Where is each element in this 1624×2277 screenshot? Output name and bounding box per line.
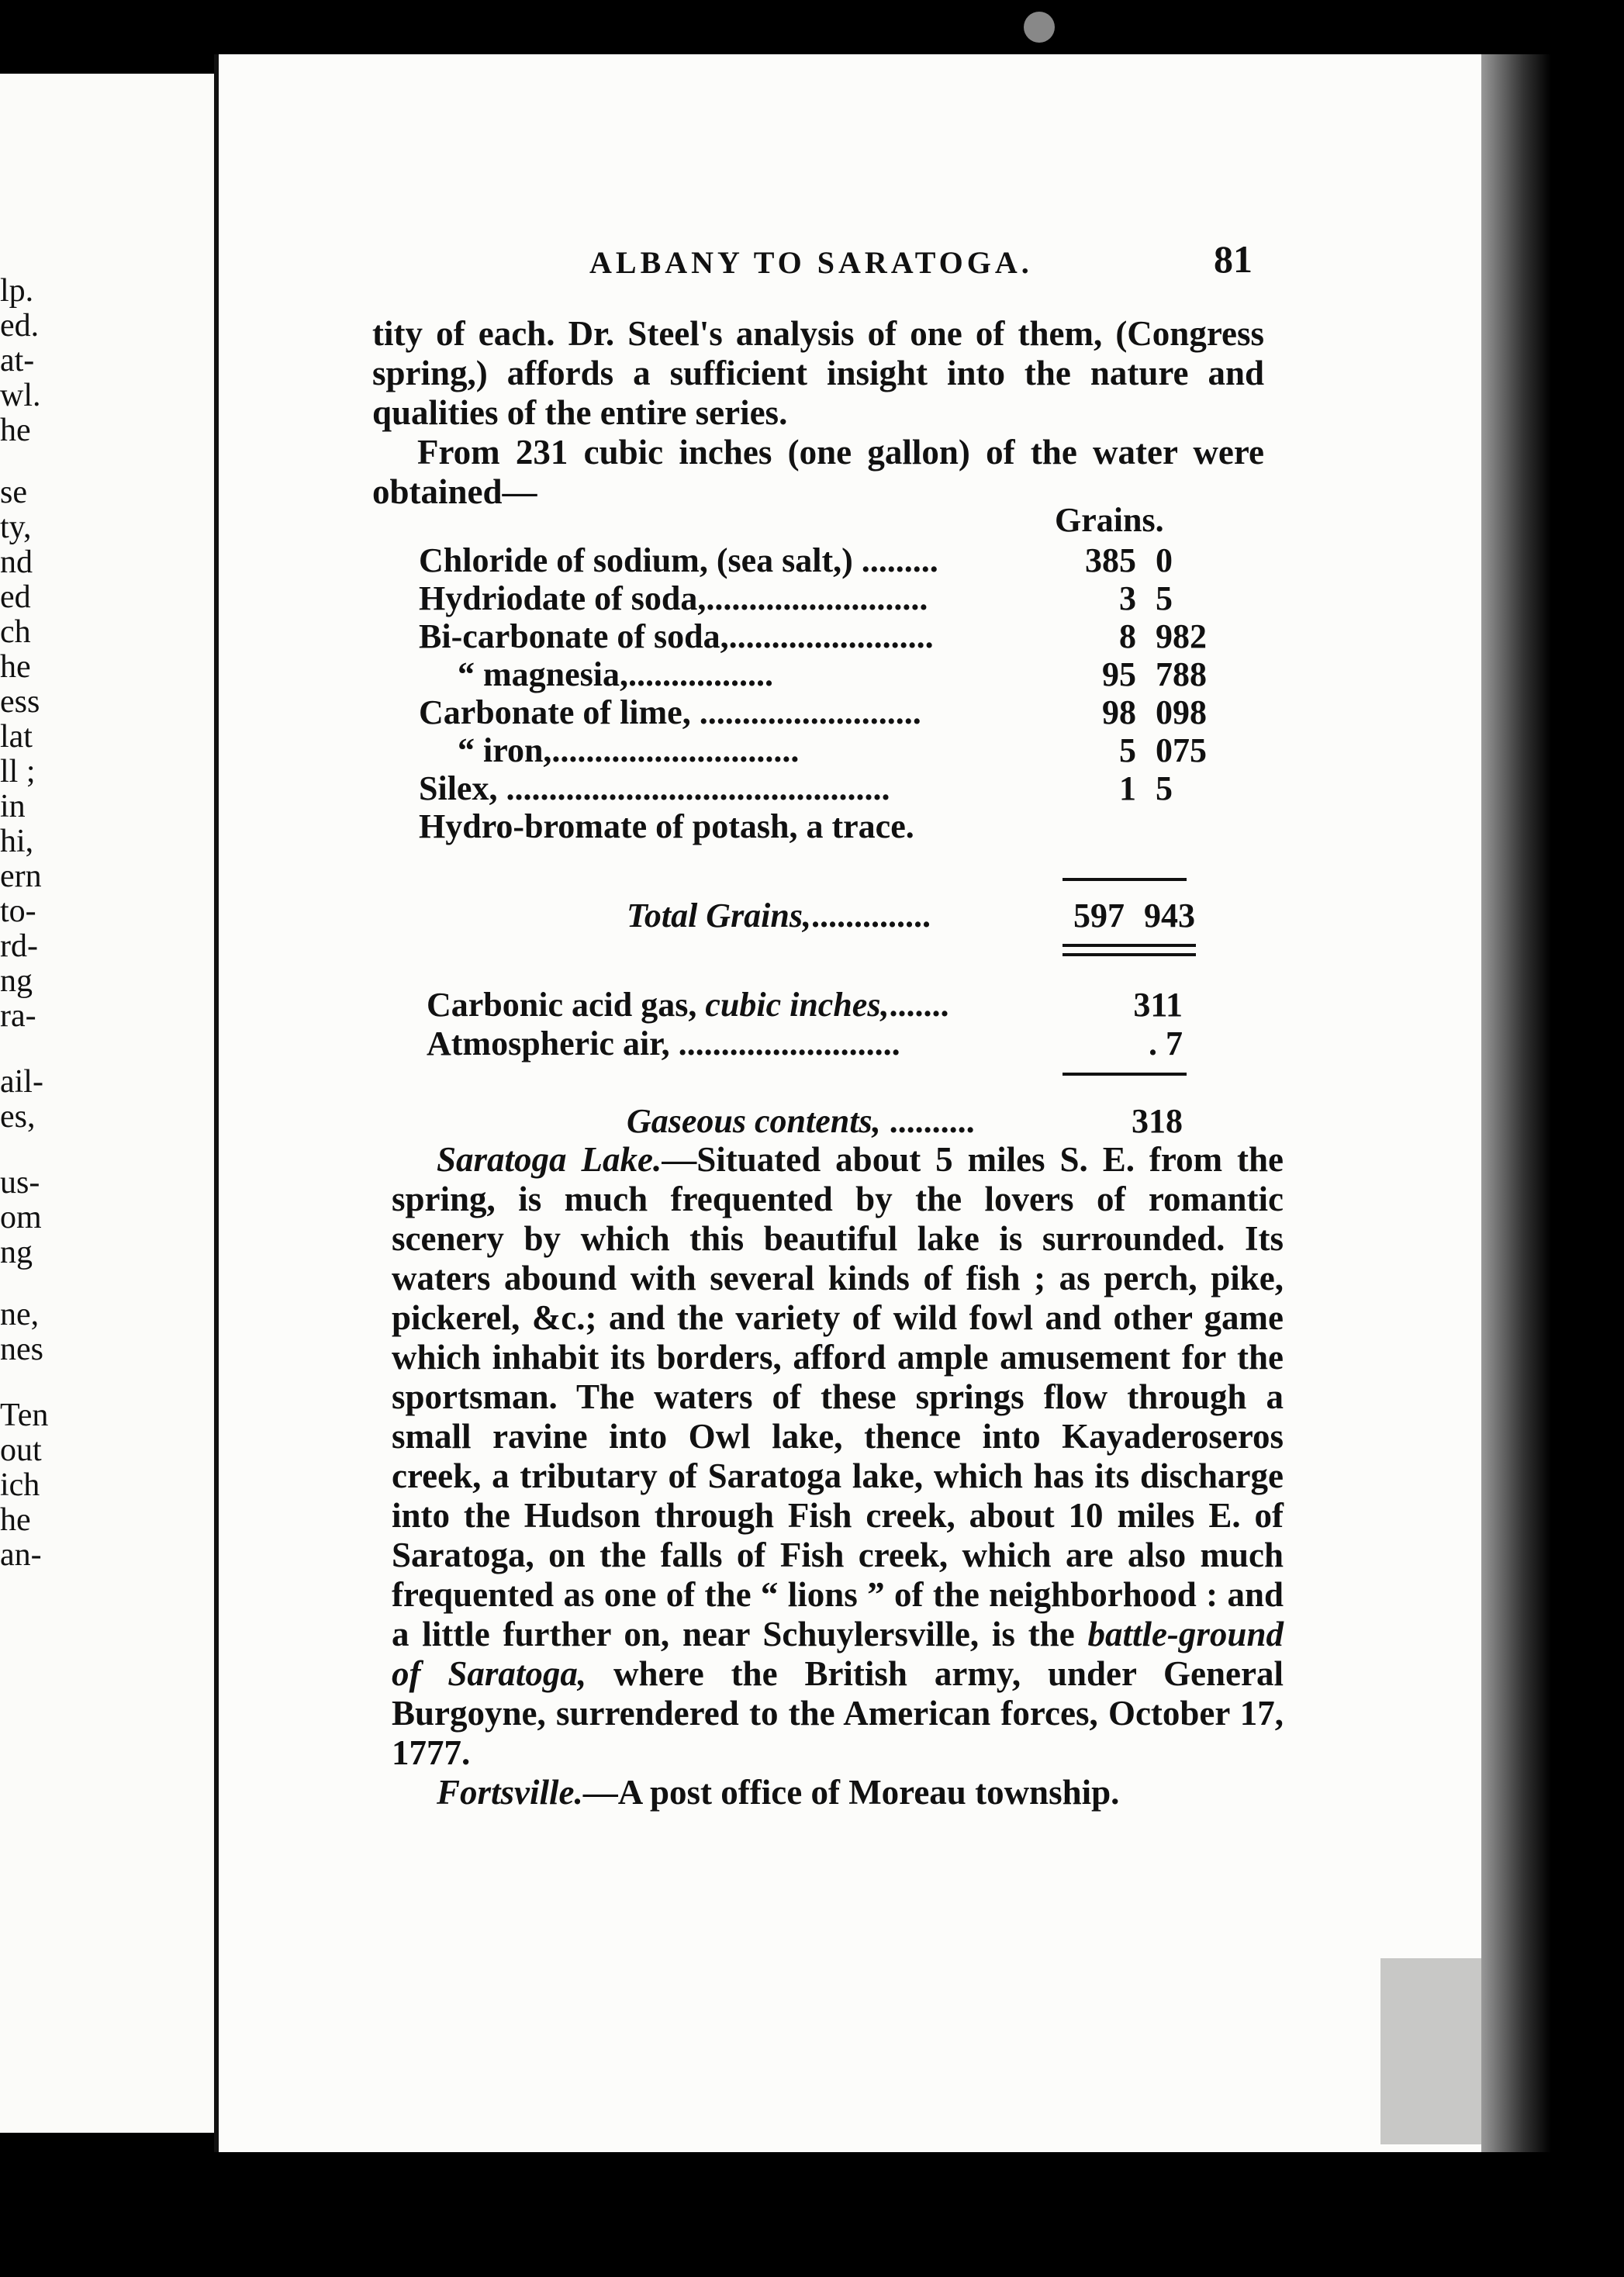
- gas-value: . 7: [1149, 1024, 1183, 1062]
- battle-ground-phrase: battle-ground of Saratoga,: [392, 1615, 1284, 1693]
- facing-page-fragment: ng: [0, 963, 33, 999]
- analysis-row-dec: 075: [1156, 731, 1207, 769]
- total-rule: [1063, 878, 1187, 881]
- intro-paragraph-2: From 231 cubic inches (one gallon) of the water were obtained—: [372, 433, 1264, 511]
- total-row: [419, 896, 1241, 935]
- analysis-row: [419, 807, 1241, 845]
- double-rule-bottom: [1063, 953, 1196, 956]
- analysis-row: [419, 769, 1241, 807]
- analysis-row-label: “ magnesia,.................: [458, 655, 773, 693]
- facing-page-fragment: ed: [0, 579, 31, 615]
- facing-page-fragment: nes: [0, 1332, 43, 1367]
- facing-page-fragment: he: [0, 413, 31, 448]
- scan-blot: [1024, 12, 1055, 43]
- gas-label-italic: cubic inches,: [705, 986, 890, 1024]
- facing-page-fragment: to-: [0, 893, 36, 929]
- gas-total-leader: ..........: [880, 1102, 975, 1140]
- facing-page-fragment: ch: [0, 614, 31, 650]
- saratoga-lake-text-end: where the British army, under General Burgoyne, surrendered to the American forces, October 17, 1777.: [392, 1654, 1284, 1772]
- facing-page-fragment: at-: [0, 343, 35, 378]
- total-leader: ..............: [811, 897, 931, 935]
- analysis-row-label: Chloride of sodium, (sea salt,) .........: [419, 541, 938, 579]
- analysis-row-label: Silex, .............................................: [419, 769, 890, 807]
- analysis-row-label: Hydriodate of soda,..........................: [419, 579, 928, 617]
- saratoga-lake-section: [392, 1140, 1284, 1812]
- analysis-row-int: 5: [1119, 731, 1136, 769]
- facing-page-fragment: lp.: [0, 273, 34, 309]
- analysis-row-int: 8: [1119, 617, 1136, 655]
- analysis-row-label: Bi-carbonate of soda,........................: [419, 617, 934, 655]
- analysis-row-int: 385: [1085, 541, 1136, 579]
- facing-page-fragment: nd: [0, 544, 33, 580]
- analysis-row-int: 3: [1119, 579, 1136, 617]
- facing-page-fragment: ll ;: [0, 754, 36, 790]
- running-title: ALBANY TO SARATOGA.: [589, 245, 1033, 280]
- double-rule-top: [1063, 944, 1196, 947]
- saratoga-lake-text: —Situated about 5 miles S. E. from the spring, is much frequented by the lovers of romantic scenery by which this beautiful lake is surrounded. Its waters abound with several kinds of fish ; as perch, pike, pickerel, &c.; and the variety of wild fowl and other game which inhabit its borders, afford ample amusement for the sportsman. The waters of these springs flow through a small ravine into Owl lake, thence into Kayaderoseros creek, a tributary of Saratoga lake, which has its discharge into the Hudson through Fish creek, about 10 miles E. of Saratoga, on the falls of Fish creek, which are also much frequented as one of the “ lions ” of the neighborhood : and a little further on, near Schuylersville, is the: [392, 1140, 1284, 1653]
- facing-page-fragment: ich: [0, 1467, 40, 1503]
- facing-page-fragment: in: [0, 789, 26, 824]
- analysis-row-label: Carbonate of lime, ..........................: [419, 693, 921, 731]
- grains-header: Grains.: [1055, 501, 1164, 539]
- facing-page-fragment: ess: [0, 684, 40, 720]
- total-int: 597: [1073, 897, 1125, 935]
- facing-page-fragment: us-: [0, 1165, 40, 1201]
- facing-page-fragment: ra-: [0, 998, 36, 1034]
- gas-total-rule: [1063, 1073, 1187, 1076]
- facing-page-fragment: ng: [0, 1235, 33, 1270]
- gas-leader: ..........................: [669, 1024, 900, 1062]
- saratoga-lake-paragraph: [392, 1140, 1284, 1773]
- facing-page-fragment: Ten: [0, 1398, 49, 1433]
- facing-page-fragment: he: [0, 1502, 31, 1538]
- total-dec: 943: [1144, 897, 1195, 935]
- gas-leader: .......: [889, 986, 949, 1024]
- analysis-row-label: “ iron,.............................: [458, 731, 800, 769]
- facing-page-fragment: ed.: [0, 308, 40, 344]
- analysis-row: [419, 731, 1241, 769]
- analysis-row-int: 95: [1102, 655, 1136, 693]
- gas-total-row: [419, 1101, 1241, 1140]
- gas-row: [419, 1024, 1241, 1062]
- intro-paragraph-1: tity of each. Dr. Steel's analysis of one of them, (Congress spring,) affords a sufficient insight into the nature and qualities of the entire series.: [372, 314, 1264, 432]
- facing-page-fragment: out: [0, 1432, 42, 1468]
- facing-page-fragment: ern: [0, 859, 42, 894]
- facing-page-fragment: se: [0, 475, 27, 510]
- analysis-row-dec: 788: [1156, 655, 1207, 693]
- page-number: 81: [1214, 237, 1253, 281]
- facing-page-text: [0, 74, 226, 2133]
- facing-page-fragment: ty,: [0, 510, 32, 545]
- facing-page-fragment: wl.: [0, 378, 41, 413]
- page-corner: [1380, 1958, 1481, 2144]
- fortsville-text: —A post office of Moreau township.: [582, 1773, 1120, 1812]
- analysis-row-dec: 982: [1156, 617, 1207, 655]
- analysis-row-dec: 0: [1156, 541, 1173, 579]
- gas-value: 311: [1133, 986, 1183, 1024]
- gas-label: Carbonic acid gas,: [427, 986, 706, 1024]
- gas-label: Atmospheric air,: [427, 1024, 670, 1062]
- analysis-row-int: 1: [1119, 769, 1136, 807]
- facing-page-fragment: rd-: [0, 928, 38, 964]
- analysis-row-label: Hydro-bromate of potash, a trace.: [419, 807, 914, 845]
- facing-page-fragment: om: [0, 1200, 42, 1235]
- analysis-row: [419, 579, 1241, 617]
- facing-page-fragment: lat: [0, 719, 33, 755]
- analysis-row-dec: 098: [1156, 693, 1207, 731]
- gas-row: [419, 985, 1241, 1024]
- total-label: Total Grains,: [627, 897, 812, 935]
- saratoga-lake-title: Saratoga Lake.: [437, 1140, 662, 1179]
- analysis-row: [419, 541, 1241, 579]
- facing-page-fragment: ne,: [0, 1297, 40, 1332]
- fortsville-title: Fortsville.: [437, 1773, 583, 1812]
- analysis-row-dec: 5: [1156, 579, 1173, 617]
- facing-page-fragment: an-: [0, 1537, 42, 1573]
- gas-total-value: 318: [1132, 1102, 1183, 1140]
- gas-total-label: Gaseous contents,: [627, 1102, 881, 1140]
- facing-page-fragment: ail-: [0, 1064, 43, 1100]
- facing-page-fragment: he: [0, 649, 31, 685]
- fortsville-paragraph: [392, 1773, 1284, 1812]
- analysis-row-dec: 5: [1156, 769, 1173, 807]
- analysis-row: [419, 693, 1241, 731]
- facing-page-fragment: es,: [0, 1099, 36, 1135]
- analysis-row: [419, 617, 1241, 655]
- facing-page: [0, 74, 230, 2133]
- page-edge-shadow: [1481, 54, 1551, 2152]
- analysis-row-int: 98: [1102, 693, 1136, 731]
- facing-page-fragment: hi,: [0, 824, 34, 859]
- analysis-row: [419, 655, 1241, 693]
- intro-text: [372, 314, 1264, 512]
